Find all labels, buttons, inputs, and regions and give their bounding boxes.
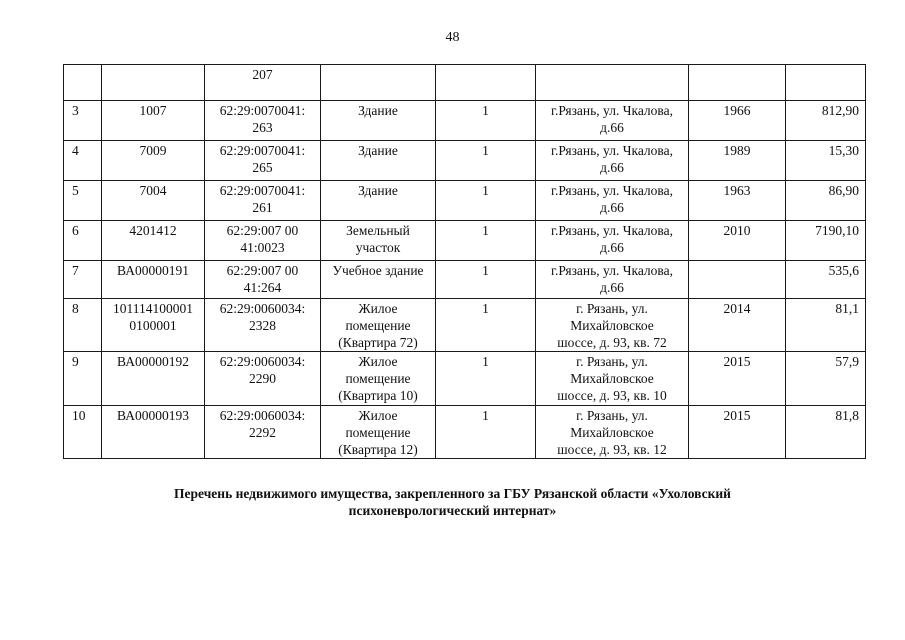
cell-year	[689, 65, 786, 101]
cell-address: г.Рязань, ул. Чкалова, д.66	[536, 221, 689, 261]
cell-cadastral: 62:29:0070041: 263	[205, 101, 321, 141]
cell-cadastral: 62:29:0060034: 2328	[205, 299, 321, 352]
cell-area: 535,6	[786, 261, 866, 299]
page-number: 48	[445, 30, 460, 45]
cell-address: г.Рязань, ул. Чкалова, д.66	[536, 141, 689, 181]
cell-cadastral: 62:29:0060034: 2290	[205, 352, 321, 406]
cell-area: 15,30	[786, 141, 866, 181]
cell-type: Здание	[321, 181, 436, 221]
cell-cadastral: 62:29:007 00 41:0023	[205, 221, 321, 261]
cell-address: г.Рязань, ул. Чкалова, д.66	[536, 101, 689, 141]
cell-num: 5	[64, 181, 102, 221]
cell-address: г. Рязань, ул. Михайловское шоссе, д. 93, кв. 72	[536, 299, 689, 352]
cell-qty: 1	[436, 221, 536, 261]
cell-num: 3	[64, 101, 102, 141]
table-row	[64, 261, 866, 299]
table-continuation-row	[64, 65, 866, 101]
table-row	[64, 352, 866, 406]
table-row	[64, 181, 866, 221]
cell-cadastral: 62:29:0060034: 2292	[205, 406, 321, 459]
cell-qty: 1	[436, 181, 536, 221]
cell-inv: 7009	[102, 141, 205, 181]
cell-area: 86,90	[786, 181, 866, 221]
cell-inv: ВА00000191	[102, 261, 205, 299]
cell-year: 2010	[689, 221, 786, 261]
cell-type	[321, 65, 436, 101]
cell-inv: 4201412	[102, 221, 205, 261]
cell-qty: 1	[436, 261, 536, 299]
cell-inv: ВА00000192	[102, 352, 205, 406]
cell-type: Земельный участок	[321, 221, 436, 261]
cell-inv: ВА00000193	[102, 406, 205, 459]
cell-address: г. Рязань, ул. Михайловское шоссе, д. 93, кв. 10	[536, 352, 689, 406]
cell-cadastral: 207	[205, 65, 321, 101]
cell-area: 57,9	[786, 352, 866, 406]
cell-year: 1966	[689, 101, 786, 141]
cell-qty: 1	[436, 101, 536, 141]
cell-year: 2014	[689, 299, 786, 352]
cell-qty: 1	[436, 299, 536, 352]
cell-year: 2015	[689, 406, 786, 459]
cell-area: 81,1	[786, 299, 866, 352]
cell-qty: 1	[436, 352, 536, 406]
table-row	[64, 221, 866, 261]
cell-type: Жилое помещение (Квартира 72)	[321, 299, 436, 352]
table-row	[64, 406, 866, 459]
cell-year: 1963	[689, 181, 786, 221]
cell-cadastral: 62:29:0070041: 265	[205, 141, 321, 181]
cell-type: Учебное здание	[321, 261, 436, 299]
cell-num: 7	[64, 261, 102, 299]
cell-address: г.Рязань, ул. Чкалова, д.66	[536, 261, 689, 299]
cell-num: 9	[64, 352, 102, 406]
cell-cadastral: 62:29:007 00 41:264	[205, 261, 321, 299]
cell-num: 6	[64, 221, 102, 261]
cell-qty: 1	[436, 406, 536, 459]
cell-area: 81,8	[786, 406, 866, 459]
table-row	[64, 141, 866, 181]
cell-type: Жилое помещение (Квартира 12)	[321, 406, 436, 459]
cell-num: 10	[64, 406, 102, 459]
cell-qty: 1	[436, 141, 536, 181]
caption-line-1: Перечень недвижимого имущества, закрепленного за ГБУ Рязанской области «Ухоловский	[174, 486, 731, 501]
cell-num: 4	[64, 141, 102, 181]
cell-inv	[102, 65, 205, 101]
cell-address: г.Рязань, ул. Чкалова, д.66	[536, 181, 689, 221]
cell-type: Здание	[321, 101, 436, 141]
cell-type: Здание	[321, 141, 436, 181]
table-row	[64, 101, 866, 141]
cell-num	[64, 65, 102, 101]
cell-area: 812,90	[786, 101, 866, 141]
property-table	[63, 64, 866, 459]
cell-qty	[436, 65, 536, 101]
cell-year	[689, 261, 786, 299]
table-row	[64, 299, 866, 352]
section-caption	[60, 485, 845, 519]
cell-inv: 101114100001 0100001	[102, 299, 205, 352]
cell-address: г. Рязань, ул. Михайловское шоссе, д. 93, кв. 12	[536, 406, 689, 459]
cell-type: Жилое помещение (Квартира 10)	[321, 352, 436, 406]
cell-year: 2015	[689, 352, 786, 406]
cell-address	[536, 65, 689, 101]
cell-inv: 1007	[102, 101, 205, 141]
cell-year: 1989	[689, 141, 786, 181]
cell-inv: 7004	[102, 181, 205, 221]
caption-line-2: психоневрологический интернат»	[348, 503, 557, 518]
cell-area	[786, 65, 866, 101]
property-table-body	[64, 65, 866, 459]
cell-num: 8	[64, 299, 102, 352]
cell-cadastral: 62:29:0070041: 261	[205, 181, 321, 221]
cell-area: 7190,10	[786, 221, 866, 261]
